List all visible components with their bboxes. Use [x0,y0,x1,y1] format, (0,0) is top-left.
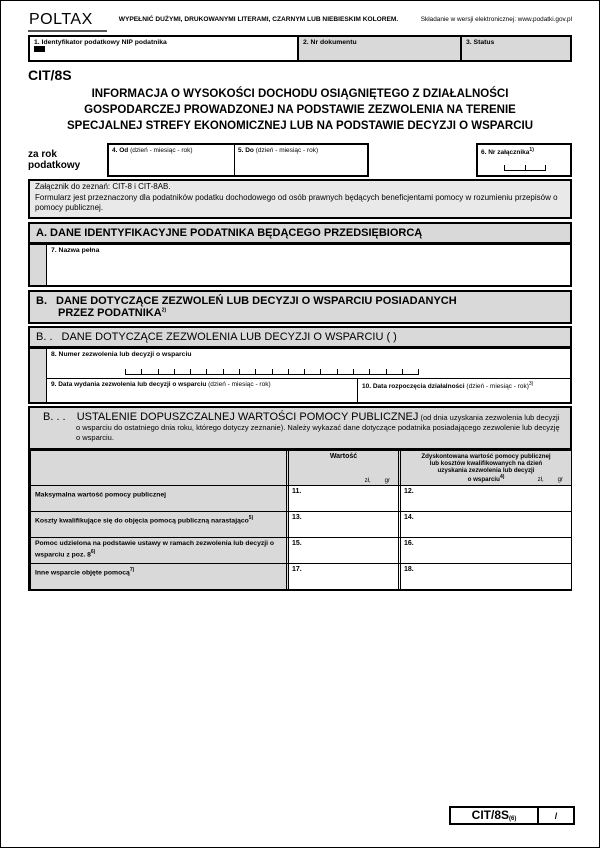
section-b11-title-text [36,411,564,445]
full-name-field[interactable] [47,245,570,285]
section-a-fields [46,245,570,285]
cell-15[interactable]: 15. [289,538,401,563]
attachment-number-field[interactable] [476,143,572,177]
tax-year-row [28,143,572,177]
footer-page-cell[interactable]: / [537,808,573,823]
activity-start-date-footnote: 3) [528,380,534,387]
section-b-text1: DANE DOTYCZĄCE ZEZWOLEŃ LUB DECYZJI O WSPARCIU POSIADANYCH [56,294,457,307]
row4-label: Inne wsparcie objęte pomocą$^{7)}$ [31,564,289,589]
efiling-note: Składanie w wersji elektronicznej: www.podatki.gov.pl [420,16,572,23]
attachment-number-footnote: 1) [529,147,534,153]
form-title-line3: SPECJALNEJ STREFY EKONOMICZNEJ LUB NA PODSTAWIE DECYZJI O WSPARCIU [66,120,533,132]
aid-table-header [31,451,571,485]
full-name-label: 7. Nazwa pełna [51,246,100,254]
permit-issue-date-field[interactable] [47,379,357,402]
value-column-title: Wartość [329,452,358,460]
section-b11-prefix: B. . . [43,410,66,423]
fill-instruction: WYPEŁNIĆ DUŻYMI, DRUKOWANYMI LITERAMI, CZARNYM LUB NIEBIESKIM KOLOREM. [118,16,399,23]
section-a-body [28,244,572,287]
activity-start-date-hint: (dzień - miesiąc - rok) [466,382,529,390]
gr-unit: gr [557,476,563,483]
section-a-title: A. DANE IDENTYFIKACYJNE PODATNIKA BĘDĄCEGO PRZEDSIĘBIORCĄ [28,222,572,244]
section-b1-title [28,326,572,348]
discounted-column-line3: uzyskania zezwolenia lub decyzji [437,466,535,474]
id-row [28,35,572,62]
status-field[interactable] [460,37,570,60]
date-from-hint: (dzień - miesiąc - rok) [130,147,193,154]
date-to-hint: (dzień - miesiąc - rok) [255,147,319,154]
date-from-field[interactable] [109,145,235,175]
row3-label: Pomoc udzielona na podstawie ustawy w ramach zezwolenia lub decyzji o wsparciu z poz. 8$^{6)}$ [31,538,289,563]
permit-number-field[interactable] [47,349,570,379]
section-b-prefix: B. [36,294,47,307]
notice-box [28,179,572,219]
discounted-currency-units [538,477,563,484]
nip-field[interactable] [30,37,297,60]
date-from-label: 4. Od [112,147,129,154]
zl-unit: zł, [364,477,371,484]
activity-start-date-field[interactable] [357,379,570,402]
attachment-number-input-boxes[interactable] [504,165,546,171]
cell-13[interactable]: 13. [289,512,401,537]
document-number-field[interactable] [297,37,460,60]
permit-issue-date-hint: (dzień - miesiąc - rok) [208,380,271,388]
aid-table-header-value-col [289,451,401,485]
cell-12[interactable]: 12. [401,486,571,511]
table-row [31,511,571,537]
value-currency-units [365,478,390,484]
section-b11-description: (od dnia uzyskania zezwolenia lub decyzji o wsparciu do ostatniego dnia roku, którego dotyczy zeznanie). Należy wykazać dane dotyczące podatnika posiadającego zezwolenie lub decyzję o wsparciu. [76,412,560,442]
footer-code-text: CIT/8S [471,808,509,822]
poltax-logo: POLTAX [28,11,107,32]
status-label: 3. Status [466,39,495,46]
top-bar [28,11,572,32]
row2-label: Koszty kwalifikujące się do objęcia pomocą publiczną narastająco$^{5)}$ [31,512,289,537]
discounted-column-line1: Zdyskontowana wartość pomocy publicznej [421,452,551,460]
date-to-field[interactable] [235,145,367,175]
discounted-column-line4-text: o wsparciu [467,475,500,483]
section-b-title [28,290,572,324]
permit-number-label: 8. Numer zezwolenia lub decyzji o wsparciu [51,350,192,358]
section-a-strip [30,245,46,285]
tax-year-label: za rok podatkowy [28,149,81,171]
section-b1-fields [46,349,570,402]
section-b11-body [28,450,572,591]
section-b-text2: PRZEZ PODATNIKA [58,306,162,319]
section-b1-body [28,348,572,404]
cell-18[interactable]: 18. [401,564,571,589]
form-title-line2: GOSPODARCZEJ PROWADZONEJ NA PODSTAWIE ZEZWOLENIA NA TERENIE [84,104,516,116]
nip-label: 1. Identyfikator podatkowy NIP podatnika [34,39,167,46]
cell-14[interactable]: 14. [401,512,571,537]
section-b11-heading: USTALENIE DOPUSZCZALNEJ WARTOŚCI POMOCY PUBLICZNEJ [76,410,419,423]
cell-17[interactable]: 17. [289,564,401,589]
table-row [31,563,571,589]
notice-line2: Formularz jest przeznaczony dla podatników podatku dochodowego od osób prawnych będących beneficjentami pomocy w rozumieniu przepisów o pomocy publicznej. [35,192,558,212]
gr-unit: gr [384,477,390,484]
section-b11-title [28,406,572,450]
row1-label: Maksymalna wartość pomocy publicznej [31,486,289,511]
footer-version: (6) [509,816,517,822]
zl-unit: zł, [537,476,544,483]
permit-dates-row [47,379,570,402]
date-to-label: 5. Do [238,147,254,154]
discounted-column-line2: lub kosztów kwalifikowanych na dzień [429,459,543,467]
permit-number-input-boxes[interactable] [125,369,419,375]
section-b-footnote: 2) [161,306,167,313]
section-b1-strip [30,349,46,402]
footer-box [449,806,575,825]
permit-issue-date-label: 9. Data wydania zezwolenia lub decyzji o wsparciu [51,380,207,388]
nip-input-boxes[interactable] [34,46,45,52]
form-title-line1: INFORMACJA O WYSOKOŚCI DOCHODU OSIĄGNIĘTEGO Z DZIAŁALNOŚCI [91,88,509,100]
discounted-column-footnote: 4) [499,473,505,480]
activity-start-date-label: 10. Data rozpoczęcia działalności [362,382,465,390]
document-number-label: 2. Nr dokumentu [303,39,357,46]
form-code: CIT/8S [28,67,72,83]
form-title [1,86,599,134]
cell-16[interactable]: 16. [401,538,571,563]
notice-line1: Załącznik do zeznań: CIT-8 i CIT-8AB. [35,182,171,191]
table-row [31,537,571,563]
aid-table-header-discounted-col [401,451,571,485]
section-b1-prefix: B. . [36,330,53,343]
section-b-title-line2 [36,307,564,319]
tax-year-dates [107,143,369,177]
aid-table-header-label-col [31,451,289,485]
aid-table [30,451,571,589]
section-b-title-line1 [36,295,564,307]
attachment-number-label: 6. Nr załącznika [481,149,530,157]
cell-11[interactable]: 11. [289,486,401,511]
footer-form-code [451,808,537,823]
table-row [31,485,571,511]
section-b1-text: DANE DOTYCZĄCE ZEZWOLENIA LUB DECYZJI O WSPARCIU ( ) [61,330,397,343]
